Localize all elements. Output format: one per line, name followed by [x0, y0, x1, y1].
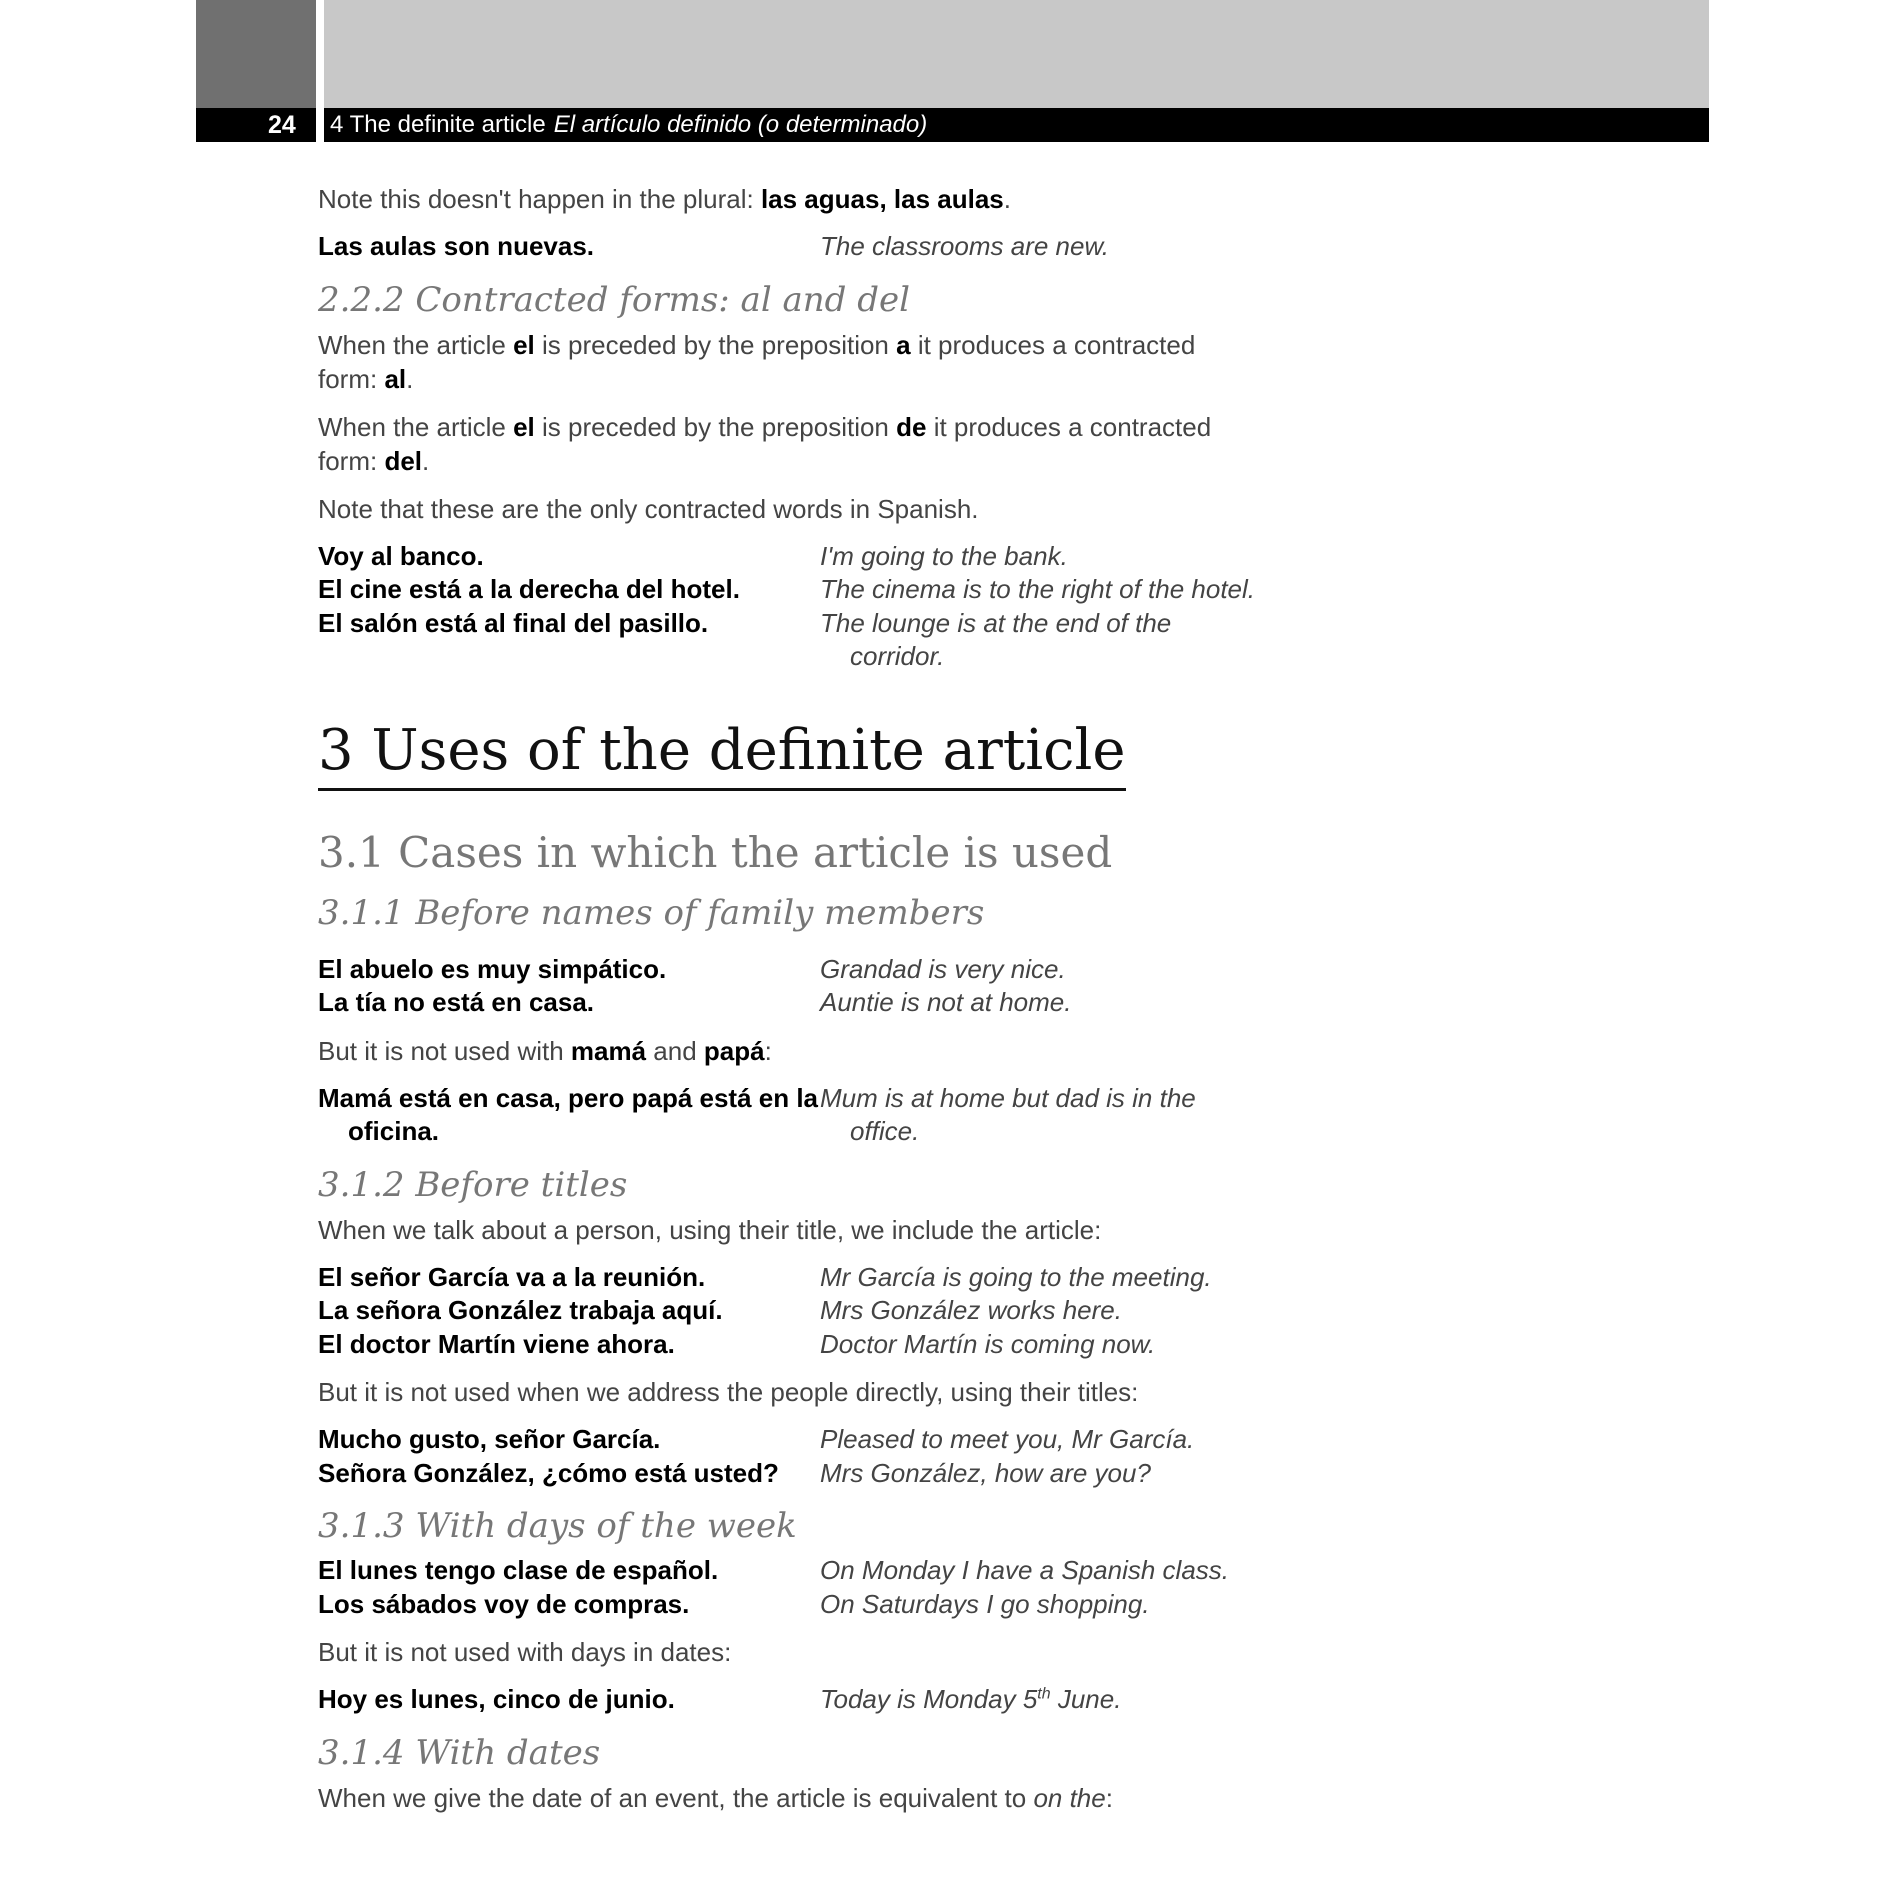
- example-block: [318, 230, 1258, 264]
- header-divider: [316, 0, 324, 142]
- paragraph: But it is not used with days in dates:: [318, 1637, 732, 1667]
- example-english: Auntie is not at home.: [820, 987, 1072, 1017]
- example-english: Pleased to meet you, Mr García.: [820, 1424, 1195, 1454]
- paragraph: But it is not used when we address the people directly, using their titles:: [318, 1377, 1139, 1407]
- subsection-heading: 3.1.4 With dates: [318, 1732, 601, 1773]
- example-english: Doctor Martín is coming now.: [820, 1328, 1156, 1359]
- paragraph: When the article el is preceded by the preposition a it produces a contracted form: al.: [318, 329, 1196, 394]
- example-block: [318, 1554, 1258, 1621]
- example-spanish: Voy al banco.: [318, 540, 484, 571]
- chapter-heading: 3 Uses of the definite article: [318, 718, 1126, 791]
- example-english: I'm going to the bank.: [820, 540, 1068, 571]
- example-english: The cinema is to the right of the hotel.: [820, 574, 1256, 604]
- example-english: Mr García is going to the meeting.: [820, 1261, 1212, 1292]
- running-head-chapter: 4 The definite article: [330, 111, 546, 138]
- header-grey-band: [324, 0, 1709, 108]
- example-spanish: Hoy es lunes, cinco de junio.: [318, 1684, 675, 1714]
- example-english: Today is Monday 5th June.: [820, 1684, 1122, 1714]
- example-spanish: Mamá está en casa, pero papá está en la oficina.: [318, 1082, 819, 1146]
- running-head: [330, 108, 927, 142]
- subsection-heading: 2.2.2 Contracted forms: al and del: [318, 279, 910, 320]
- example-spanish: Las aulas son nuevas.: [318, 231, 595, 261]
- example-spanish: El cine está a la derecha del hotel.: [318, 574, 740, 604]
- example-english: Mrs González works here.: [820, 1295, 1122, 1325]
- example-spanish: Mucho gusto, señor García.: [318, 1424, 661, 1454]
- paragraph: But it is not used with mamá and papá:: [318, 1035, 772, 1066]
- example-english: Mrs González, how are you?: [820, 1457, 1151, 1488]
- example-block: [318, 1082, 1258, 1149]
- example-english: The classrooms are new.: [820, 231, 1110, 261]
- example-spanish: Los sábados voy de compras.: [318, 1588, 690, 1619]
- running-head-chapter-es: El artículo definido (o determinado): [553, 111, 928, 138]
- example-spanish: La señora González trabaja aquí.: [318, 1295, 723, 1325]
- example-english: On Monday I have a Spanish class.: [820, 1555, 1230, 1585]
- page-number: 24: [268, 111, 296, 139]
- section-heading: 3.1 Cases in which the article is used: [318, 827, 1113, 877]
- example-spanish: Señora González, ¿cómo está usted?: [318, 1457, 779, 1488]
- example-spanish: La tía no está en casa.: [318, 987, 595, 1017]
- example-block: [318, 540, 1258, 674]
- example-block: [318, 1683, 1258, 1717]
- paragraph: When the article el is preceded by the preposition de it produces a contracted form: del.: [318, 411, 1212, 476]
- example-english: Mum is at home but dad is in the office.: [820, 1082, 1196, 1146]
- example-block: [318, 953, 1258, 1020]
- subsection-heading: 3.1.1 Before names of family members: [318, 892, 985, 933]
- paragraph: When we talk about a person, using their title, we include the article:: [318, 1214, 1102, 1245]
- paragraph: Note that these are the only contracted words in Spanish.: [318, 493, 979, 524]
- example-english: The lounge is at the end of the corridor.: [820, 607, 1172, 671]
- header-grey-tab: [196, 0, 316, 108]
- paragraph: When we give the date of an event, the article is equivalent to on the:: [318, 1782, 1113, 1813]
- example-english: Grandad is very nice.: [820, 953, 1066, 984]
- example-spanish: El señor García va a la reunión.: [318, 1261, 706, 1292]
- example-spanish: El salón está al final del pasillo.: [318, 607, 709, 638]
- example-english: On Saturdays I go shopping.: [820, 1588, 1150, 1619]
- example-spanish: El doctor Martín viene ahora.: [318, 1328, 675, 1359]
- page-content: [318, 182, 1258, 1829]
- example-spanish: El lunes tengo clase de español.: [318, 1555, 719, 1585]
- example-block: [318, 1261, 1258, 1362]
- subsection-heading: 3.1.3 With days of the week: [318, 1506, 797, 1546]
- subsection-heading: 3.1.2 Before titles: [318, 1164, 628, 1205]
- example-spanish: El abuelo es muy simpático.: [318, 953, 667, 984]
- example-block: [318, 1423, 1258, 1490]
- paragraph: Note this doesn't happen in the plural: las aguas, las aulas.: [318, 184, 1011, 214]
